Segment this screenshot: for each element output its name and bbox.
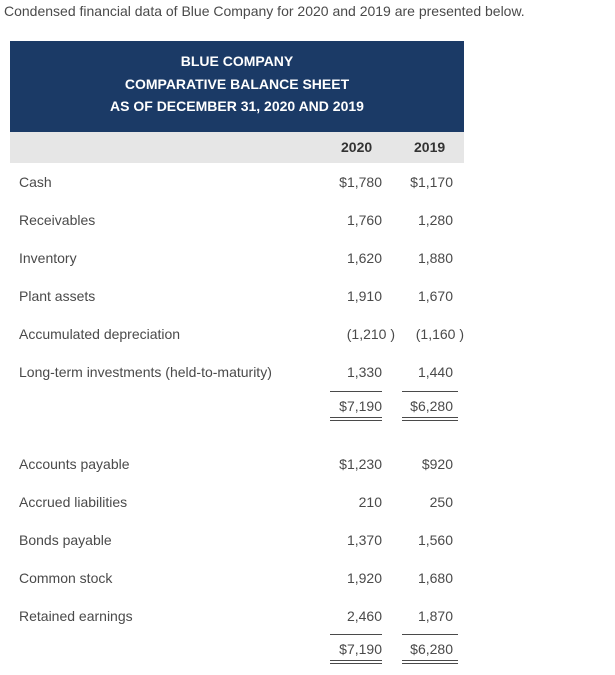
table-row [0, 532, 470, 552]
value-2020: $1,780 [339, 174, 382, 190]
table-row [0, 174, 470, 194]
value-2019: (1,160 ) [415, 326, 464, 342]
value-2019: $1,170 [410, 174, 453, 190]
row-label: Long-term investments (held-to-maturity) [19, 364, 272, 380]
row-label: Retained earnings [19, 608, 133, 624]
table-row [0, 494, 470, 514]
total-row [0, 641, 470, 661]
value-2019: 1,870 [417, 608, 453, 624]
value-2019: 1,880 [417, 250, 453, 266]
value-2020: 1,910 [346, 288, 382, 304]
subtotal-rule [330, 634, 382, 635]
total-2020: $7,190 [339, 641, 382, 657]
total-2020: $7,190 [339, 398, 382, 414]
value-2019: 250 [429, 494, 453, 510]
column-header-2020: 2020 [341, 139, 373, 155]
row-label: Accumulated depreciation [19, 326, 181, 342]
value-2019: 1,680 [417, 570, 453, 586]
row-label: Inventory [19, 250, 77, 266]
value-2020: 1,760 [346, 212, 382, 228]
value-2020: $1,230 [339, 456, 382, 472]
row-label: Plant assets [19, 288, 96, 304]
statement-date: AS OF DECEMBER 31, 2020 AND 2019 [110, 98, 364, 114]
row-label: Bonds payable [19, 532, 112, 548]
total-double-rule [330, 417, 382, 421]
table-row [0, 212, 470, 232]
total-2019: $6,280 [410, 398, 453, 414]
row-label: Accounts payable [19, 456, 130, 472]
intro-text: Condensed financial data of Blue Company for 2020 and 2019 are presented below. [4, 3, 525, 19]
row-label: Receivables [19, 212, 96, 228]
table-row [0, 326, 470, 346]
table-row [0, 608, 470, 628]
company-name: BLUE COMPANY [180, 53, 294, 69]
total-double-rule [330, 660, 382, 664]
value-2020: 210 [358, 494, 382, 510]
value-2019: 1,440 [417, 364, 453, 380]
table-row [0, 570, 470, 590]
row-label: Common stock [19, 570, 113, 586]
value-2019: 1,670 [417, 288, 453, 304]
statement-header [10, 41, 464, 132]
table-row [0, 364, 470, 384]
total-row [0, 398, 470, 418]
table-row [0, 288, 470, 308]
table-row [0, 250, 470, 270]
column-header-row [10, 132, 464, 163]
value-2019: 1,280 [417, 212, 453, 228]
value-2020: (1,210 ) [346, 326, 395, 342]
row-label: Cash [19, 174, 52, 190]
subtotal-rule [330, 391, 382, 392]
subtotal-rule [402, 634, 458, 635]
table-row [0, 456, 470, 476]
total-double-rule [402, 417, 458, 421]
value-2020: 1,920 [346, 570, 382, 586]
statement-title: COMPARATIVE BALANCE SHEET [124, 76, 350, 92]
total-2019: $6,280 [410, 641, 453, 657]
row-label: Accrued liabilities [19, 494, 128, 510]
subtotal-rule [402, 391, 458, 392]
total-double-rule [402, 660, 458, 664]
value-2020: 1,620 [346, 250, 382, 266]
value-2020: 1,330 [346, 364, 382, 380]
value-2020: 1,370 [346, 532, 382, 548]
value-2019: 1,560 [417, 532, 453, 548]
value-2019: $920 [421, 456, 453, 472]
value-2020: 2,460 [346, 608, 382, 624]
column-header-2019: 2019 [414, 139, 446, 155]
